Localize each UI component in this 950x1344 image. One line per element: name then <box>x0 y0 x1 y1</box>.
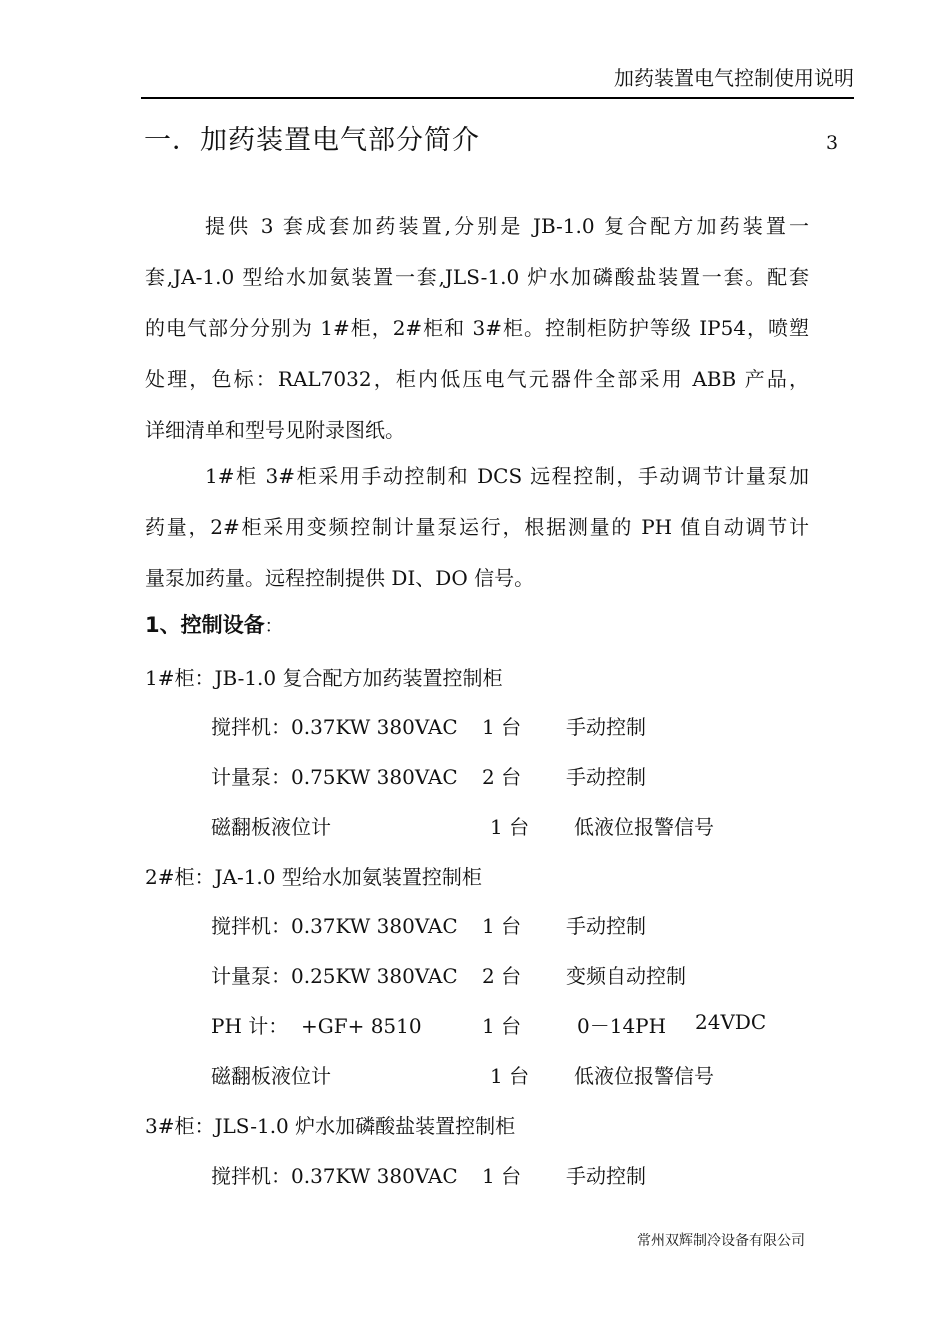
equipment-heading-text: 1、控制设备 <box>145 613 265 637</box>
footer-company: 常州双辉制冷设备有限公司 <box>637 1233 805 1249</box>
paragraph-line: 量泵加药量。远程控制提供 DI、DO 信号。 <box>145 566 535 590</box>
item-qty: 1 台 <box>482 715 522 739</box>
item-desc: 手动控制 <box>566 914 646 938</box>
item-name: 磁翻板液位计 <box>211 1064 331 1088</box>
header-title: 加药装置电气控制使用说明 <box>614 66 854 90</box>
item-name: 搅拌机：0.37KW 380VAC <box>211 1164 458 1188</box>
item-name: 搅拌机：0.37KW 380VAC <box>211 715 458 739</box>
item-name: 搅拌机：0.37KW 380VAC <box>211 914 458 938</box>
item-desc: 低液位报警信号 <box>574 815 714 839</box>
item-qty: 2 台 <box>482 765 522 789</box>
paragraph-line: 提供 3 套成套加药装置,分别是 JB-1.0 复合配方加药装置一 <box>205 214 809 238</box>
item-qty: 2 台 <box>482 964 522 988</box>
item-desc: 0－14PH <box>577 1014 667 1038</box>
item-qty: 1 台 <box>490 815 530 839</box>
paragraph-line: 1#柜 3#柜采用手动控制和 DCS 远程控制，手动调节计量泵加 <box>205 464 809 488</box>
item-desc: 手动控制 <box>566 1164 646 1188</box>
cabinet-3-title: 3#柜：JLS-1.0 炉水加磷酸盐装置控制柜 <box>145 1114 516 1138</box>
item-name: PH 计： +GF+ 8510 <box>211 1014 422 1038</box>
cabinet-2-title: 2#柜：JA-1.0 型给水加氨装置控制柜 <box>145 865 482 889</box>
item-qty: 1 台 <box>482 1164 522 1188</box>
item-name: 计量泵：0.25KW 380VAC <box>211 964 458 988</box>
item-desc: 低液位报警信号 <box>574 1064 714 1088</box>
intro-paragraph-1 <box>145 201 809 456</box>
item-desc: 手动控制 <box>566 715 646 739</box>
paragraph-line: 套,JA-1.0 型给水加氨装置一套,JLS-1.0 炉水加磷酸盐装置一套。配套 <box>145 265 809 289</box>
header-rule <box>141 97 854 99</box>
item-qty: 1 台 <box>482 914 522 938</box>
page-number: 3 <box>826 132 839 154</box>
item-desc-voltage: 24VDC <box>695 1010 767 1034</box>
equipment-heading <box>145 609 283 639</box>
section-title: 一．加药装置电气部分简介 <box>144 125 480 156</box>
paragraph-line: 详细清单和型号见附录图纸。 <box>145 418 405 442</box>
item-qty: 1 台 <box>482 1014 522 1038</box>
cabinet-1-title: 1#柜：JB-1.0 复合配方加药装置控制柜 <box>145 666 503 690</box>
equipment-heading-colon: ： <box>264 616 283 637</box>
paragraph-line: 的电气部分分别为 1#柜，2#柜和 3#柜。控制柜防护等级 IP54，喷塑 <box>145 316 809 340</box>
item-desc: 变频自动控制 <box>566 964 686 988</box>
intro-paragraph-2 <box>145 451 809 604</box>
item-qty: 1 台 <box>490 1064 530 1088</box>
paragraph-line: 处理，色标：RAL7032，柜内低压电气元器件全部采用 ABB 产品， <box>145 367 809 391</box>
item-name: 磁翻板液位计 <box>211 815 331 839</box>
paragraph-line: 药量，2#柜采用变频控制计量泵运行，根据测量的 PH 值自动调节计 <box>145 515 809 539</box>
item-desc: 手动控制 <box>566 765 646 789</box>
item-name: 计量泵：0.75KW 380VAC <box>211 765 458 789</box>
